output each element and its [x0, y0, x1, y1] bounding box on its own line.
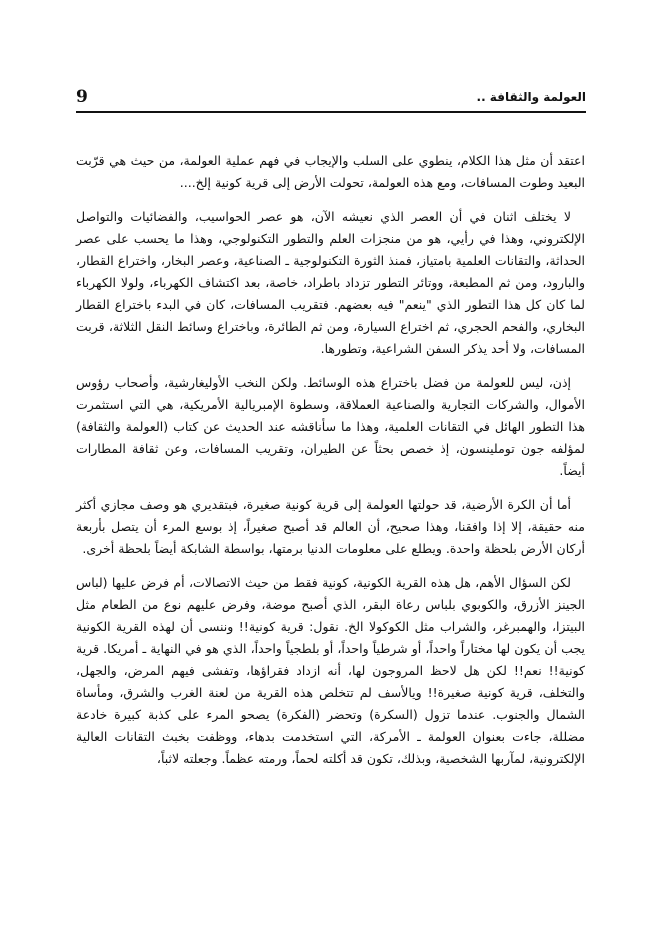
paragraph: لكن السؤال الأهم، هل هذه القرية الكونية، كونية فقط من حيث الاتصالات، أم فرض عليها (لباس الجينز الأزرق، والكوبوي بلباس رعاة البقر، الذي أصبح موضة، وفرض عليهم نوع من الطعام مثل البيتزا، والهمبرغر، والشراب مثل الكوكولا الخ. نقول: قرية كونية!! وننسى أن لهذه القرية الكونية يجب أن يكون لها مختاراً واحداً، أو شرطياً واحداً، أو بلطجياً واحداً، الذي هو في النهاية ـ أمريكا. قرية كونية!! نعم!! لكن هل لاحظ المروجون لها، أنه ازداد فقراؤها، وتفشى فيهم المرض، والجهل، والتخلف، قرية كونية صغيرة!! ويالأسف لم تتخلص هذه القرية من لعنة الغرب والشرق، ومأساة الشمال والجنوب. عندما تزول (السكرة) وتحضر (الفكرة) يصحو المرء على كذبة كبيرة خادعة مضللة، جاءت بعنوان العولمة ـ الأمركة، التي استخدمت بدهاء، ووظفت بخبث التقانات العالية الإلكترونية، لمآربها الشخصية، وبذلك، تكون قد أكلته لحماً، ورمته عظماً. وجعلته لاثباً، [76, 575, 585, 766]
running-header [76, 86, 586, 108]
running-title: العولمة والثقافة .. [476, 90, 586, 104]
paragraph: أما أن الكرة الأرضية، قد حولتها العولمة إلى قرية كونية صغيرة، فبتقديري هو وصف مجازي أكثر منه حقيقة، إلا إذا وافقنا، وهذا صحيح، أن العالم قد أصبح صغيراً، إذ بوسع المرء أن يتصل بأربعة أركان الأرض بلحظة واحدة. ويطلع على معلومات الدنيا برمتها، بواسطة الشابكة أيضاً بلحظة أخرى. [76, 497, 585, 556]
paragraph: لا يختلف اثنان في أن العصر الذي نعيشه الآن، هو عصر الحواسيب، والفضائيات والتواصل الإلكتروني، وهذا في رأيي، هو من منجزات العلم والتطور التكنولوجي، وهذا ما يحسب على عصر الحداثة، والتقانات العلمية بامتياز، فمنذ الثورة التكنولوجية ـ الصناعية، وعصر البخار، واختراع القطار، والبارود، ومن ثم المطبعة، ووتائر التطور تزداد باطراد، خاصة، بعد اكتشاف الكهرباء، ولولا الكهرباء لما كان كل هذا التطور الذي "ينعم" فيه بعضهم. فتقريب المسافات، كان في البدء باختراع القطار البخاري، والفحم الحجري، ثم اختراع السيارة، ومن ثم الطائرة، وباختراع وسائط النقل الثلاثة، قربت المسافات، ولا أحد يذكر السفن الشراعية، وتطورها. [76, 209, 585, 356]
header-rule [76, 111, 586, 113]
paragraph: إذن، ليس للعولمة من فضل باختراع هذه الوسائط. ولكن النخب الأوليغارشية، وأصحاب رؤوس الأموال، والشركات التجارية والصناعية العملاقة، وسطوة الإمبريالية الأمريكية، هي التي استثمرت هذا التطور الهائل في التقانات العلمية، وهذا ما سأناقشه عند الحديث عن كتاب (العولمة والثقافة) لمؤلفه جون توملينسون، إذ خصص بحثاً عن الطيران، وتقريب المسافات، وعن ثقافة المطارات أيضاً. [76, 375, 585, 478]
body-text [76, 150, 585, 770]
page-number: 9 [76, 87, 88, 107]
paragraph: اعتقد أن مثل هذا الكلام، ينطوي على السلب والإيجاب في فهم عملية العولمة، من حيث هي قرّبت البعيد وطوت المسافات، ومع هذه العولمة، تحولت الأرض إلى قرية كونية إلخ.... [76, 153, 585, 190]
